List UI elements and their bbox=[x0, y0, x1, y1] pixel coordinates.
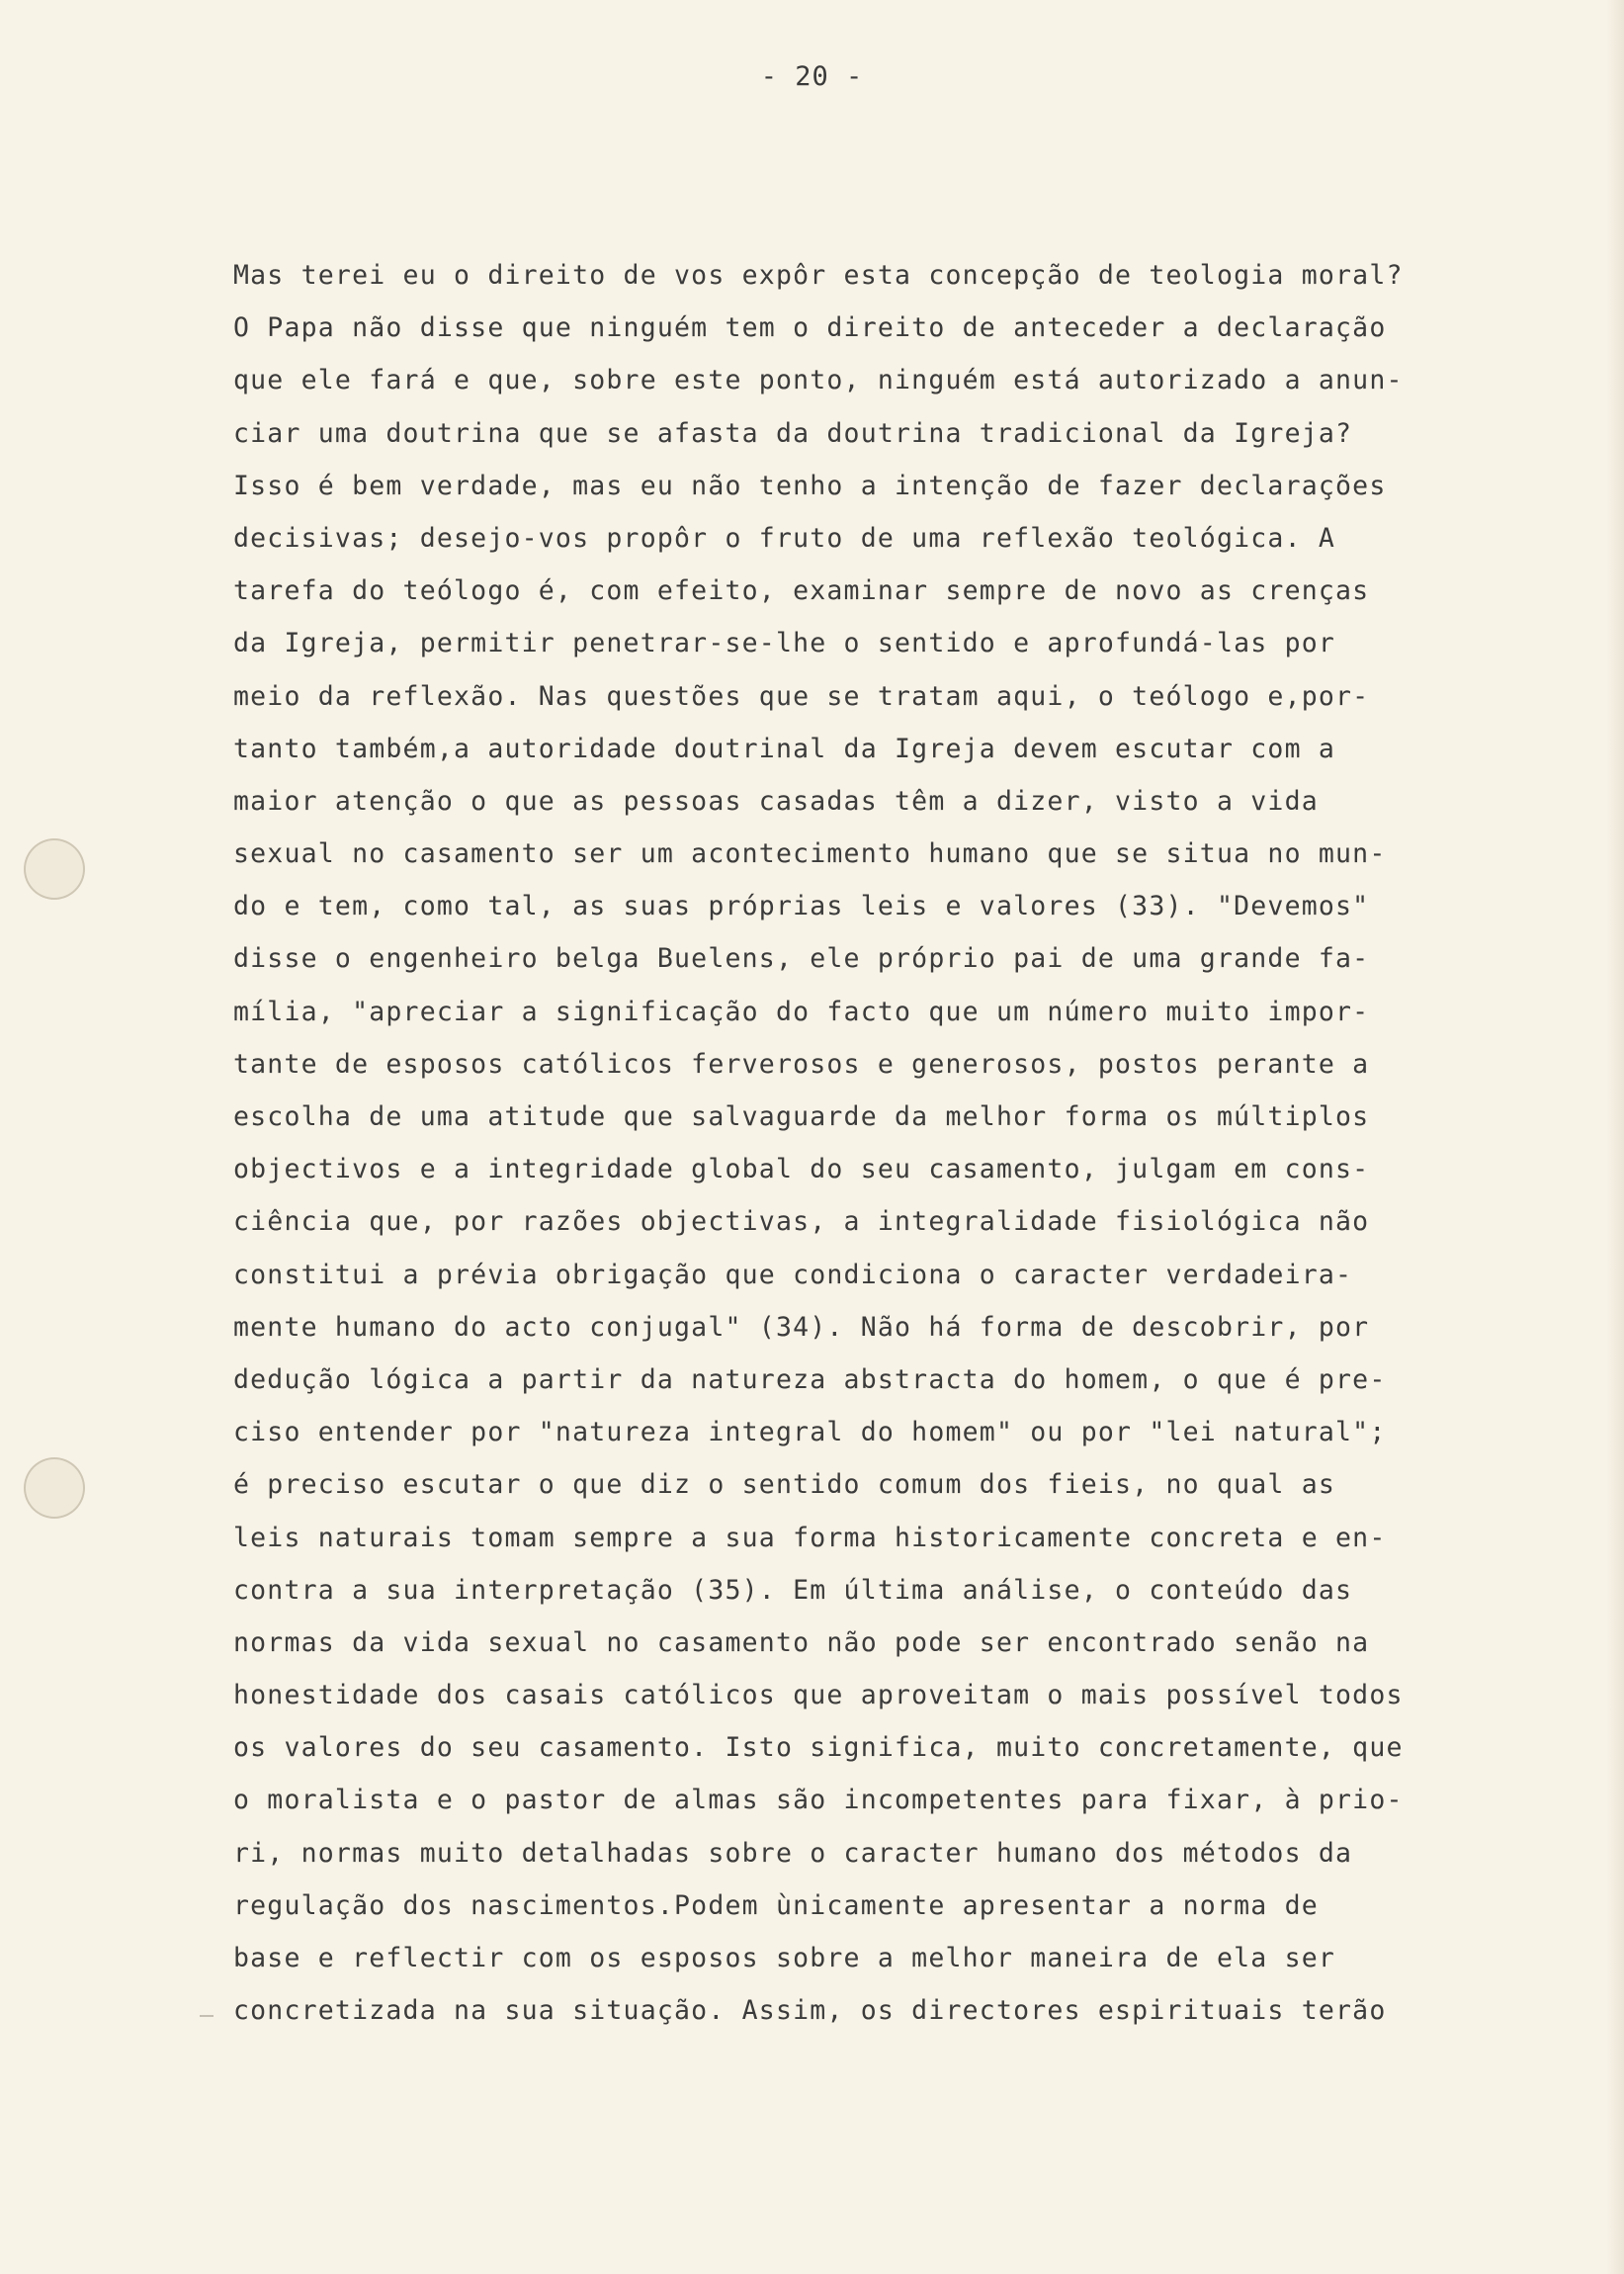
text-line: dedução lógica a partir da natureza abstracta do homem, o que é pre- bbox=[233, 1363, 1387, 1395]
body-text bbox=[233, 249, 1558, 2037]
page-number: - 20 - bbox=[760, 61, 864, 92]
text-line: ciar uma doutrina que se afasta da doutrina tradicional da Igreja? bbox=[233, 417, 1353, 449]
text-line: tanto também,a autoridade doutrinal da Igreja devem escutar com a bbox=[233, 733, 1336, 764]
text-line: meio da reflexão. Nas questões que se tratam aqui, o teólogo e,por- bbox=[233, 680, 1370, 712]
text-line: que ele fará e que, sobre este ponto, ninguém está autorizado a anun- bbox=[233, 365, 1404, 396]
text-line: sexual no casamento ser um acontecimento humano que se situa no mun- bbox=[233, 838, 1387, 870]
text-line: concretizada na sua situação. Assim, os directores espirituais terão bbox=[233, 1995, 1387, 2027]
text-line: os valores do seu casamento. Isto significa, muito concretamente, que bbox=[233, 1732, 1404, 1764]
text-line: mente humano do acto conjugal" (34). Não há forma de descobrir, por bbox=[233, 1311, 1370, 1343]
text-line: é preciso escutar o que diz o sentido comum dos fieis, no qual as bbox=[233, 1469, 1336, 1501]
text-line: normas da vida sexual no casamento não pode ser encontrado senão na bbox=[233, 1626, 1370, 1658]
text-line: maior atenção o que as pessoas casadas têm a dizer, visto a vida bbox=[233, 785, 1319, 817]
text-line: ri, normas muito detalhadas sobre o caracter humano dos métodos da bbox=[233, 1837, 1353, 1869]
margin-mark bbox=[200, 2015, 214, 2017]
text-line: tante de esposos católicos ferverosos e generosos, postos perante a bbox=[233, 1048, 1370, 1080]
text-line: leis naturais tomam sempre a sua forma historicamente concreta e en- bbox=[233, 1522, 1387, 1553]
text-line: objectivos e a integridade global do seu casamento, julgam em cons- bbox=[233, 1154, 1370, 1185]
text-line: contra a sua interpretação (35). Em última análise, o conteúdo das bbox=[233, 1574, 1353, 1606]
text-line: tarefa do teólogo é, com efeito, examinar sempre de novo as crenças bbox=[233, 575, 1370, 607]
text-line: o moralista e o pastor de almas são incompetentes para fixar, à prio- bbox=[233, 1785, 1404, 1816]
text-line: base e reflectir com os esposos sobre a melhor maneira de ela ser bbox=[233, 1943, 1336, 1973]
punch-hole-top bbox=[24, 838, 85, 900]
punch-hole-bottom bbox=[24, 1457, 85, 1519]
page-edge-shadow bbox=[1606, 0, 1624, 2274]
text-line: honestidade dos casais católicos que aproveitam o mais possível todos bbox=[233, 1680, 1404, 1711]
text-line: ciso entender por "natureza integral do homem" ou por "lei natural"; bbox=[233, 1417, 1387, 1448]
text-line: decisivas; desejo-vos propôr o fruto de uma reflexão teológica. A bbox=[233, 522, 1336, 554]
text-line: da Igreja, permitir penetrar-se-lhe o sentido e aprofundá-las por bbox=[233, 628, 1336, 659]
text-line: constitui a prévia obrigação que condiciona o caracter verdadeira- bbox=[233, 1259, 1353, 1290]
text-line: ciência que, por razões objectivas, a integralidade fisiológica não bbox=[233, 1206, 1370, 1238]
text-line: disse o engenheiro belga Buelens, ele próprio pai de uma grande fa- bbox=[233, 943, 1370, 975]
text-line: Isso é bem verdade, mas eu não tenho a intenção de fazer declarações bbox=[233, 470, 1387, 501]
text-line: do e tem, como tal, as suas próprias leis e valores (33). "Devemos" bbox=[233, 891, 1370, 922]
text-line: O Papa não disse que ninguém tem o direito de anteceder a declaração bbox=[233, 312, 1387, 344]
text-line: mília, "apreciar a significação do facto que um número muito impor- bbox=[233, 996, 1370, 1027]
text-line: Mas terei eu o direito de vos expôr esta concepção de teologia moral? bbox=[233, 260, 1404, 291]
text-line: escolha de uma atitude que salvaguarde da melhor forma os múltiplos bbox=[233, 1101, 1370, 1132]
text-line: regulação dos nascimentos.Podem ùnicamente apresentar a norma de bbox=[233, 1889, 1319, 1921]
